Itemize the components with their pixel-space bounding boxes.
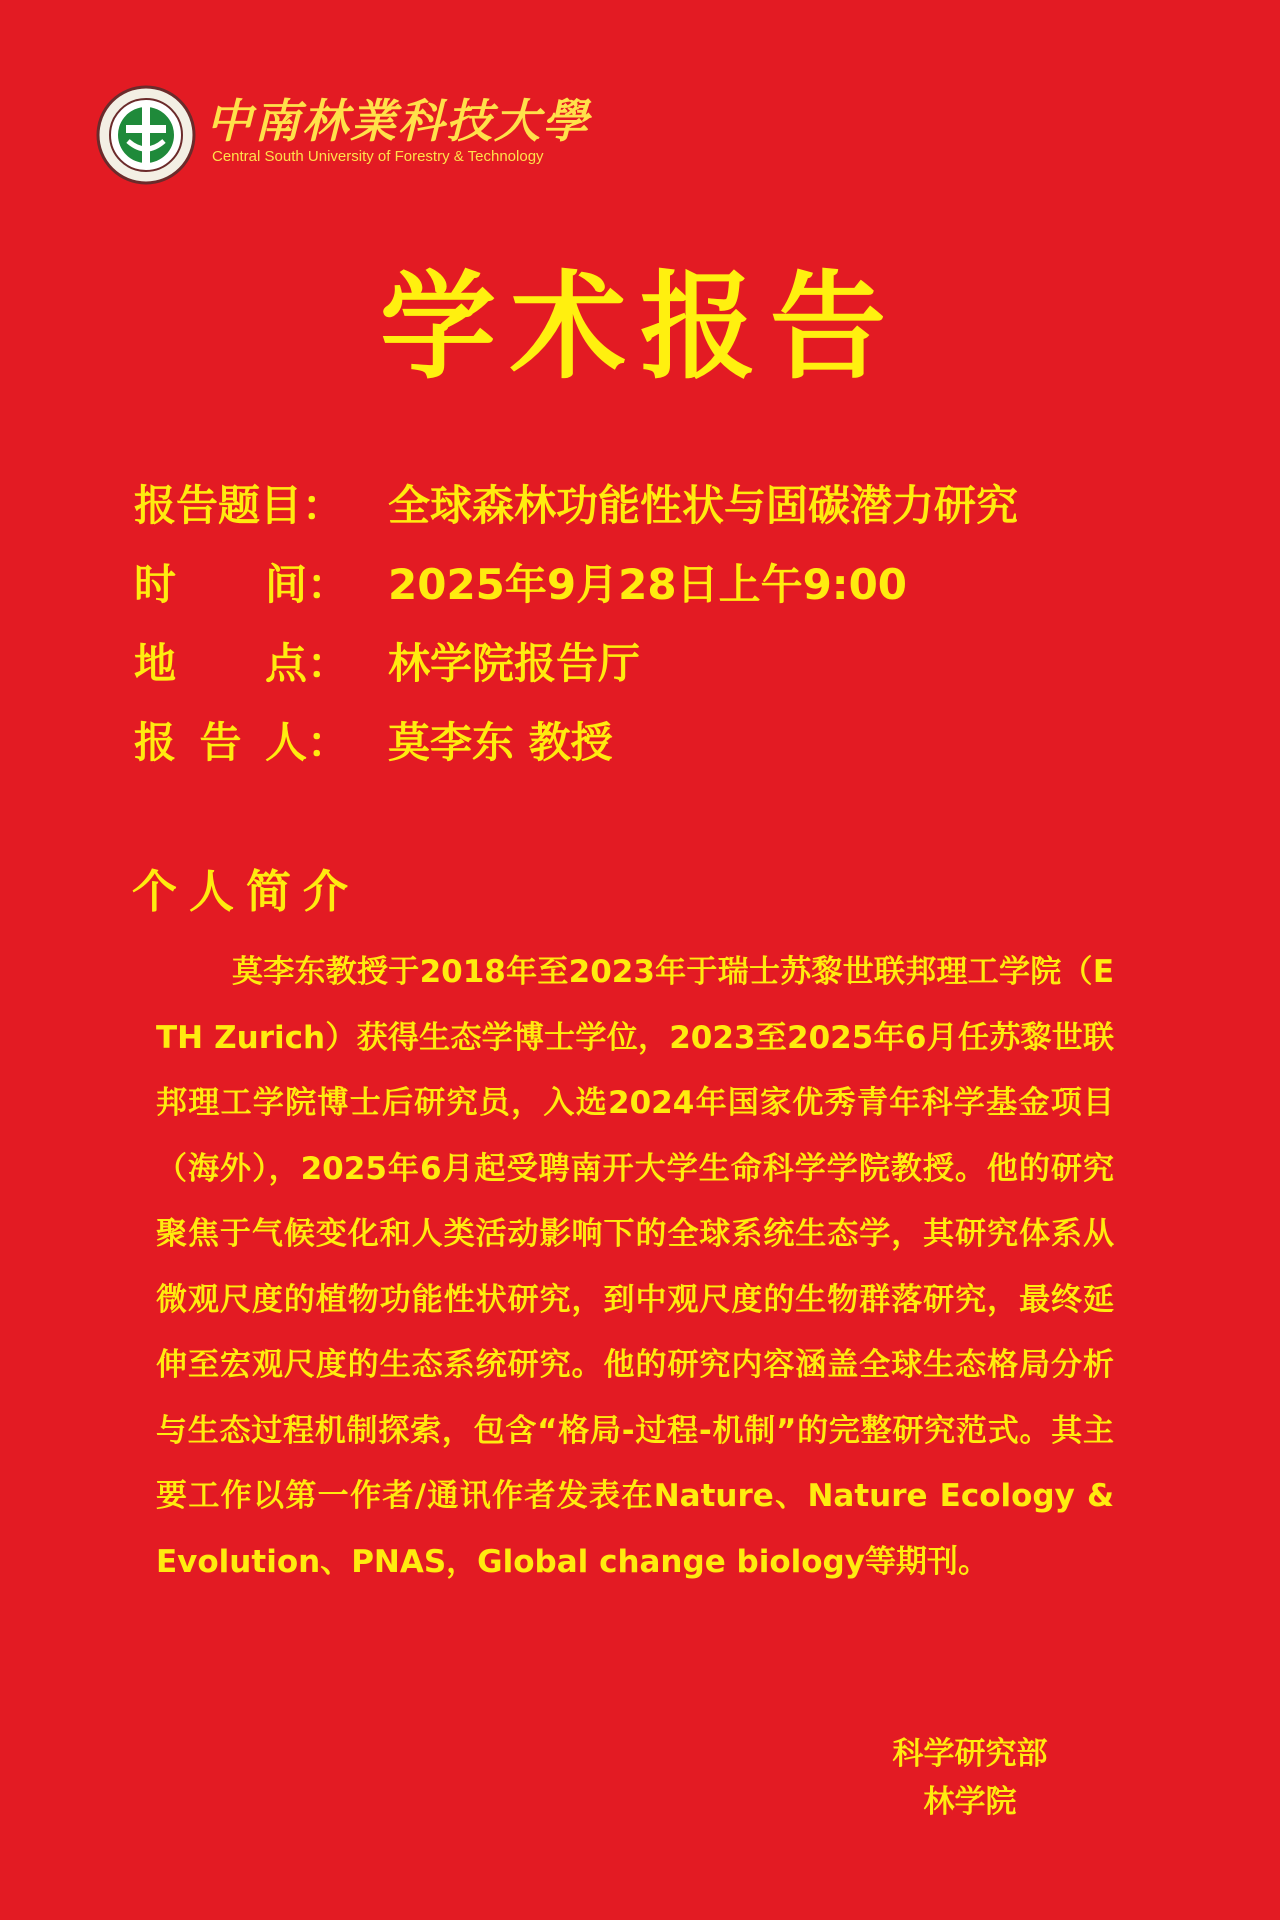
event-info [134,478,1174,794]
organizer-line-2: 林学院 [923,1784,1017,1820]
speaker-value: 莫李东 教授 [388,718,613,767]
time-value: 2025年9月28日上午9:00 [388,560,908,609]
place-label [134,636,349,692]
place-value: 林学院报告厅 [388,639,641,688]
topic-value: 全球森林功能性状与固碳潜力研究 [388,481,1019,530]
university-seal-icon [96,85,196,185]
bio-text: 莫李东教授于2018年至2023年于瑞士苏黎世联邦理工学院（ETH Zurich）获得生态学博士学位，2023至2025年6月任苏黎世联邦理工学院博士后研究员，入选2024年国家优秀青年科学基金项目（海外），2025年6月起受聘南开大学生命科学学院教授。他的研究聚焦于气候变化和人类活动影响下的全球系统生态学，其研究体系从微观尺度的植物功能性状研究，到中观尺度的生物群落研究，最终延伸至宏观尺度的生态系统研究。他的研究内容涵盖全球生态格局分析与生态过程机制探索，包含“格局-过程-机制”的完整研究范式。其主要工作以第一作者/通讯作者发表在Nature、Nature Ecology & Evolution、PNAS，Global change biology等期刊。 [156,954,1114,1580]
organizer-block [870,1730,1070,1826]
university-name-english: Central South University of Forestry & Technology [212,148,544,165]
place-label-char-2: 点： [264,639,349,688]
bio-heading: 个人简介 [132,865,361,918]
time-label-char-1: 时 [134,560,177,609]
topic-label: 报告题目： [134,481,345,530]
time-label-char-2: 间： [264,560,349,609]
place-label-char-1: 地 [134,639,177,688]
topic-row [134,478,1174,557]
poster-title: 学术报告 [380,260,900,395]
speaker-row [134,715,1174,794]
speaker-label-char-3: 人： [264,718,349,767]
speaker-label-char-2: 告 [199,718,242,767]
speaker-label-char-1: 报 [134,718,177,767]
speaker-label [134,715,349,771]
organizer-line-1: 科学研究部 [892,1736,1048,1772]
university-name-calligraphy: 中南林業科技大學 [206,94,590,148]
place-row [134,636,1174,715]
time-row [134,557,1174,636]
time-label [134,557,349,613]
